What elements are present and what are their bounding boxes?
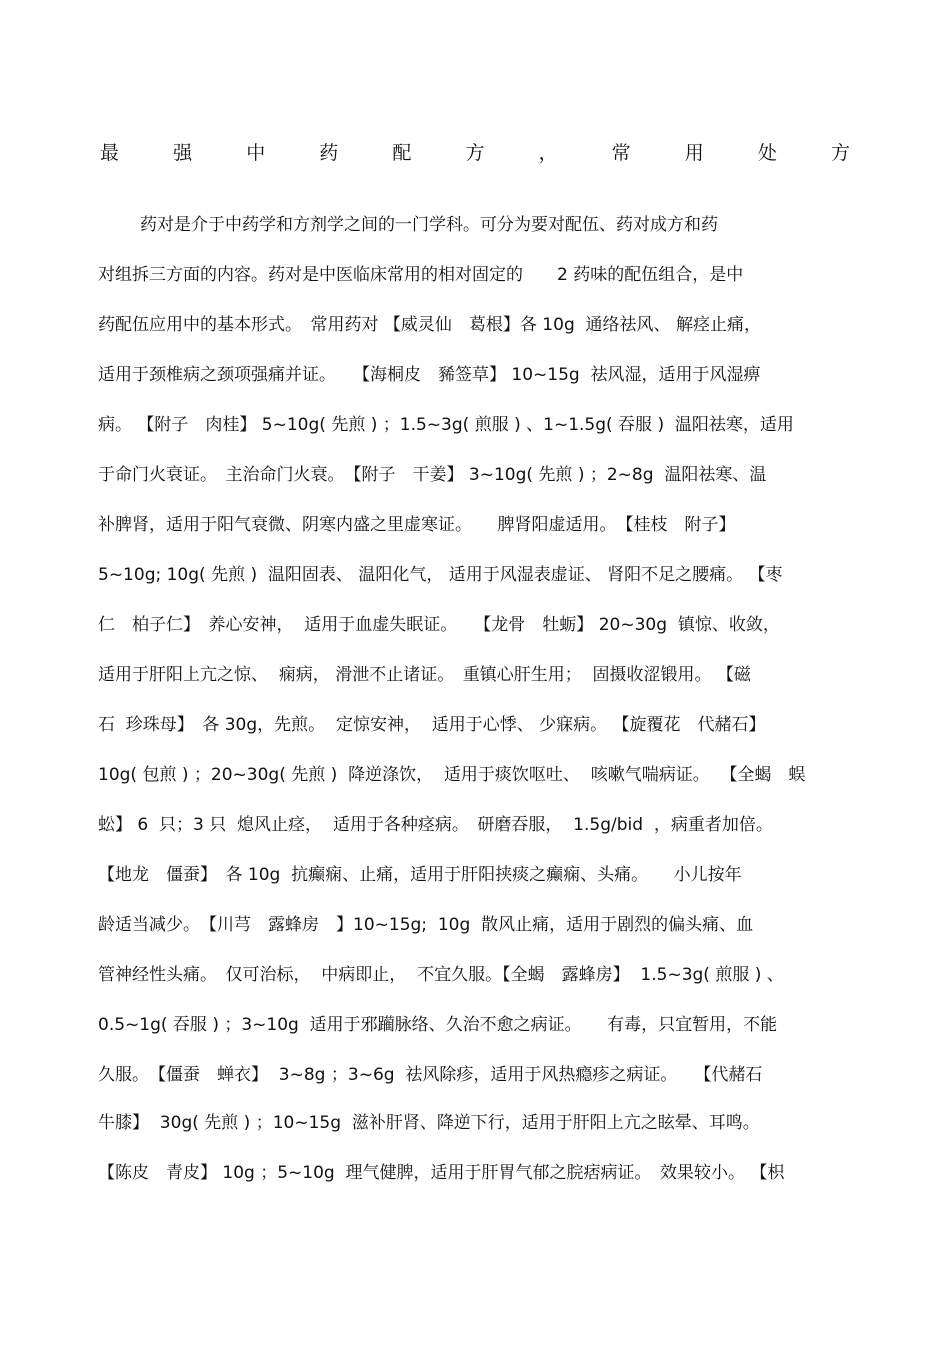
title-char: 方	[830, 142, 850, 164]
body-text-line: 0.5~1g( 吞服 ) ；3~10g 适用于邪躏脉络、久治不愈之病证。 有毒，只宜暂用，不能	[98, 1015, 778, 1035]
body-text-line: 5~10g; 10g( 先煎 ) 温阳固表、 温阳化气， 适用于风湿表虚证、 肾阳不足之腰痛。 【枣	[98, 565, 783, 585]
body-text-line: 【陈皮 青皮】 10g ；5~10g 理气健脾，适用于肝胃气郁之脘痞病证。 效果较小。 【枳	[98, 1163, 785, 1183]
body-text-line: 蚣】 6 只；3 只 熄风止痉， 适用于各种痉病。 研磨吞服， 1.5g/bid ，病重者加倍。	[98, 815, 773, 835]
body-text-line: 管神经性头痛。 仅可治标， 中病即止， 不宜久服。【全蝎 露蜂房】 1.5~3g( 煎服 ) 、	[98, 965, 784, 985]
title-char: ，	[538, 142, 558, 164]
body-text-line: 适用于肝阳上亢之惊、 痫病， 滑泄不止诸证。 重镇心肝生用； 固摄收涩锻用。 【磁	[98, 665, 751, 685]
title-char: 配	[392, 142, 412, 164]
title-char: 最	[100, 142, 120, 164]
title-char: 中	[246, 142, 266, 164]
body-text-line: 石 珍珠母】 各 30g，先煎。 定惊安神， 适用于心悸、 少寐病。 【旋覆花 代赭石】	[98, 715, 766, 735]
body-text-line: 久服。 【僵蚕 蝉衣】 3~8g ；3~6g 祛风除疹，适用于风热瘾疹之病证。 【代赭石	[98, 1065, 763, 1085]
title-char: 常	[611, 142, 631, 164]
body-text-line: 【地龙 僵蚕】 各 10g 抗癫痫、止痛，适用于肝阳挟痰之癫痫、头痛。 小儿按年	[98, 865, 742, 885]
title-char: 药	[319, 142, 339, 164]
body-text-line: 病。 【附子 肉桂】 5~10g( 先煎 ) ；1.5~3g( 煎服 ) 、1~1.5g( 吞服 ) 温阳祛寒，适用	[98, 415, 794, 435]
title-char: 用	[684, 142, 704, 164]
title-char: 方	[465, 142, 485, 164]
body-text-line: 仁 柏子仁】 养心安神， 适用于血虚失眠证。 【龙骨 牡蛎】 20~30g 镇惊、收敛，	[98, 615, 780, 635]
body-text-line: 药对是介于中药学和方剂学之间的一门学科。可分为要对配伍、药对成方和药	[140, 215, 718, 235]
body-text-line: 补脾肾，适用于阳气衰微、阴寒内盛之里虚寒证。 脾肾阳虚适用。 【桂枝 附子】	[98, 515, 736, 535]
body-text-line: 对组拆三方面的内容。药对是中医临床常用的相对固定的 2 药味的配伍组合，是中	[98, 265, 744, 285]
title-char: 强	[173, 142, 193, 164]
body-text-line: 适用于颈椎病之颈项强痛并证。 【海桐皮 豨签草】 10~15g 祛风湿，适用于风湿痹	[98, 365, 761, 385]
title-char: 处	[757, 142, 777, 164]
body-text-line: 牛膝】 30g( 先煎 ) ；10~15g 滋补肝肾、降逆下行，适用于肝阳上亢之眩晕、耳鸣。	[98, 1113, 760, 1133]
body-text-line: 10g( 包煎 ) ；20~30g( 先煎 ) 降逆涤饮， 适用于痰饮呕吐、 咳嗽气喘病证。 【全蝎 蜈	[98, 765, 806, 785]
body-text-line: 于命门火衰证。 主治命门火衰。 【附子 干姜】 3~10g( 先煎 ) ；2~8g 温阳祛寒、温	[98, 465, 767, 485]
body-text-line: 药配伍应用中的基本形式。 常用药对 【威灵仙 葛根】各 10g 通络祛风、 解痉止痛，	[98, 315, 761, 335]
document-title	[100, 140, 850, 166]
body-text-line: 龄适当减少。 【川芎 露蜂房 】10~15g; 10g 散风止痛，适用于剧烈的偏头痛、血	[98, 915, 754, 935]
